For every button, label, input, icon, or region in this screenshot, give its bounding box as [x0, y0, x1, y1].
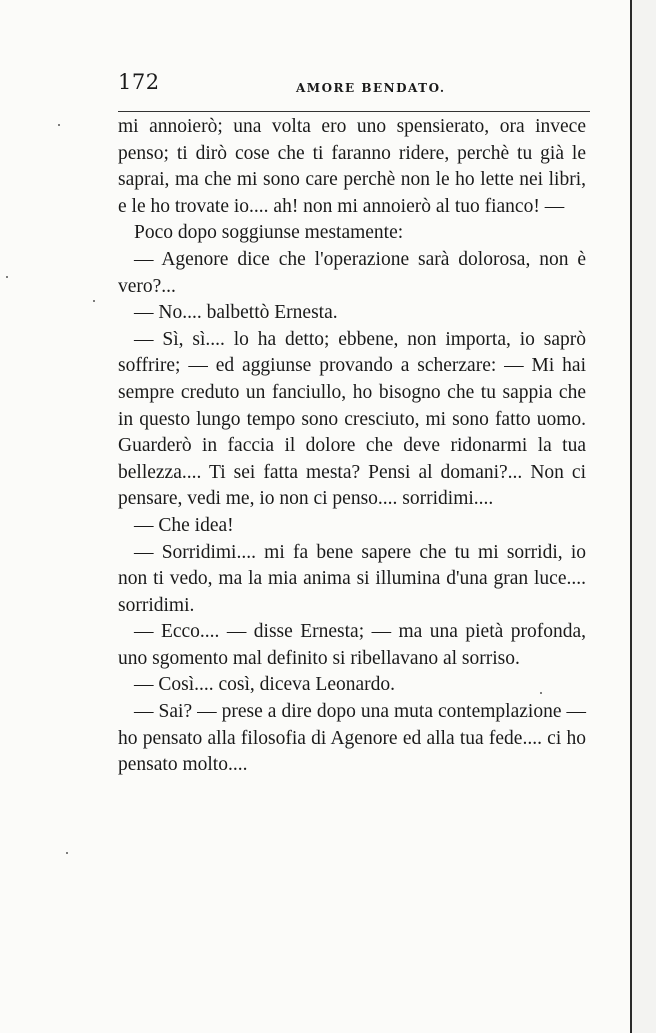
paper-speck	[6, 276, 8, 278]
running-title: AMORE BENDATO.	[296, 81, 446, 95]
paragraph: — Sì, sì.... lo ha detto; ebbene, non importa, io saprò soffrire; — ed aggiunse provando a scherzare: — Mi hai sempre creduto un fanciullo, ho bisogno che tu sappia che in questo lungo tempo sono cresciuto, mi sono fatto uomo. Guarderò in faccia il dolore che deve ridonarmi la tua bellezza.... Ti sei fatta mesta? Pensi al domani?... Non ci pensare, vedi me, io non ci penso.... sorridimi....	[118, 328, 586, 510]
paper-speck	[93, 300, 95, 302]
paragraph: mi annoierò; una volta ero uno spensierato, ora invece penso; ti dirò cose che ti faranno ridere, perchè tu già le saprai, ma che mi sono care perchè non le ho lette nei libri, e le ho trovate io.... ah! non mi annoierò al tuo fianco! —	[118, 116, 586, 217]
paragraph: — Sorridimi.... mi fa bene sapere che tu mi sorridi, io non ti vedo, ma la mia anima si illumina d'una gran luce.... sorridimi.	[118, 541, 586, 616]
paper-speck	[58, 124, 60, 126]
paragraph: — Così.... così, diceva Leonardo.	[134, 674, 396, 696]
paragraph: — Sai? — prese a dire dopo una muta contemplazione — ho pensato alla filosofia di Agenore ed alla tua fede.... ci ho pensato molto....	[118, 701, 586, 776]
page-number: 172	[118, 70, 160, 94]
page-edge-shadow	[630, 0, 656, 1033]
header-rule	[118, 111, 590, 112]
paragraph: — No.... balbettò Ernesta.	[134, 302, 338, 324]
paper-speck	[66, 852, 68, 854]
paragraph: — Che idea!	[134, 514, 234, 536]
paragraph: — Agenore dice che l'operazione sarà dolorosa, non è vero?...	[118, 248, 586, 297]
paragraph: — Ecco.... — disse Ernesta; — ma una pietà profonda, uno sgomento mal definito si ribellavano al sorriso.	[118, 621, 586, 669]
paper-speck	[540, 692, 542, 694]
paragraph: Poco dopo soggiunse mestamente:	[134, 222, 404, 244]
body-text	[118, 114, 586, 779]
